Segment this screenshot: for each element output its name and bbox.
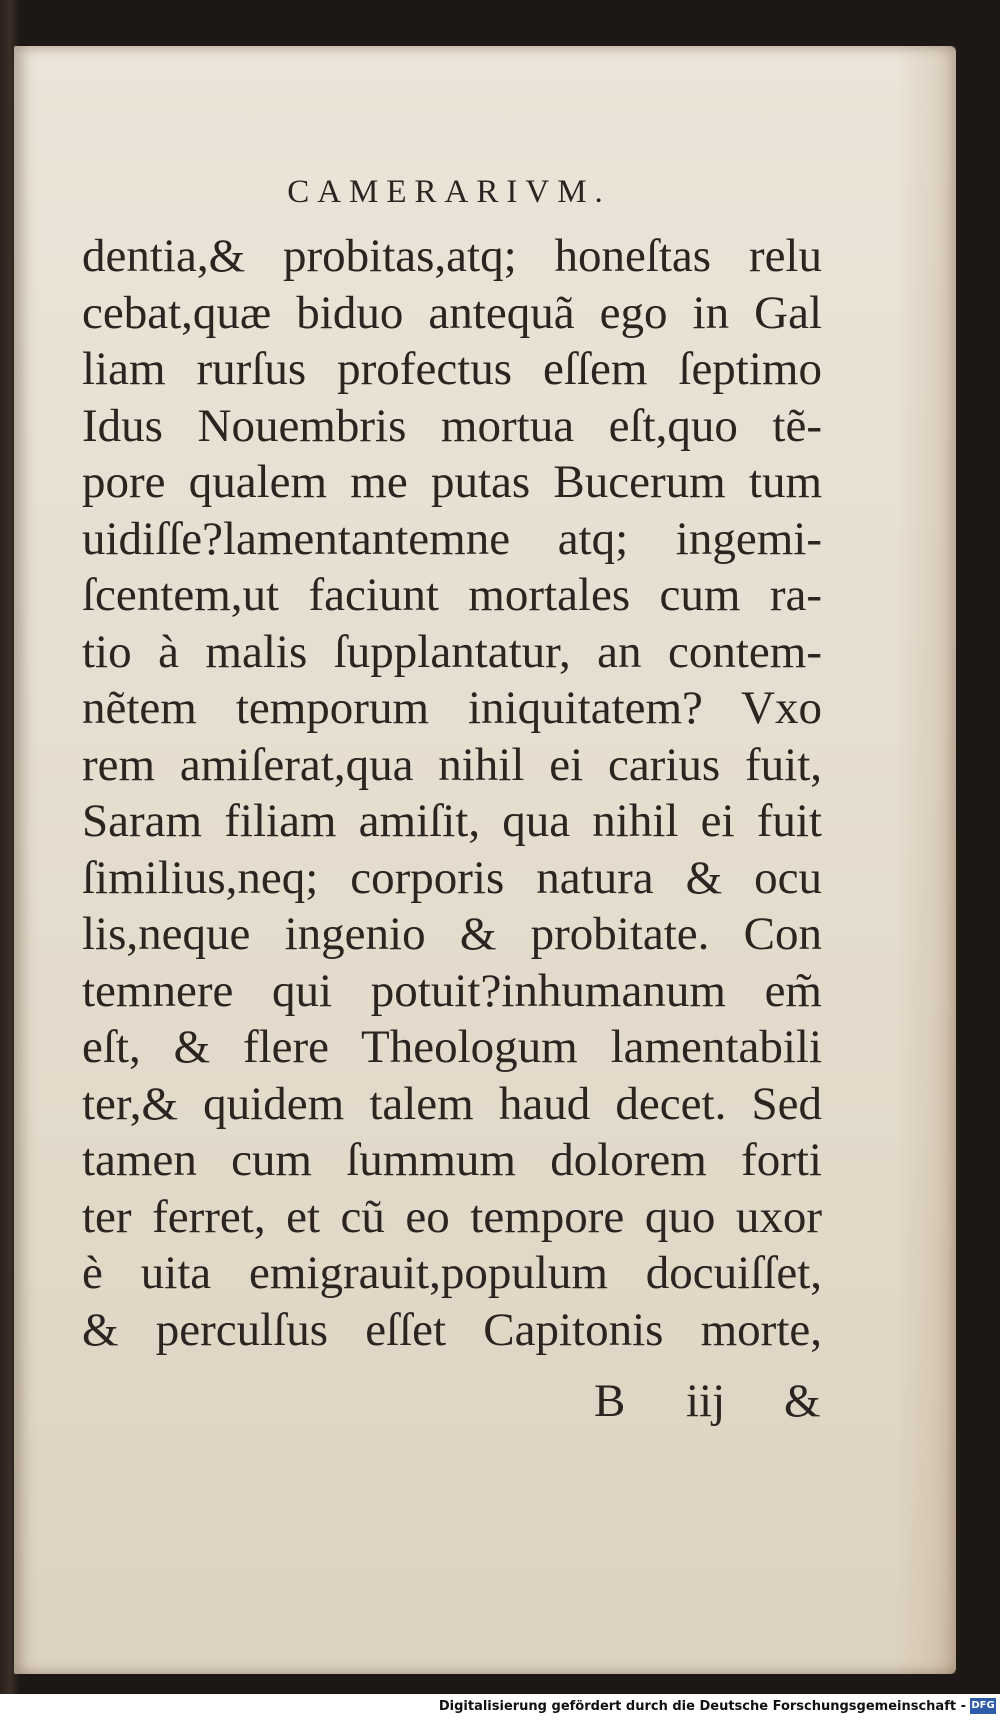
- text-line: ſcentem,ut faciunt mortales cum ra-: [82, 569, 822, 621]
- text-line: lis,neque ingenio & probitate. Con: [82, 908, 822, 960]
- text-line: Idus Nouembris mortua eſt,quo tẽ-: [82, 399, 822, 452]
- text-line: è uita emigrauit,populum docuiſſet,: [82, 1247, 822, 1299]
- text-line: ter,& quidem talem haud decet. Sed: [82, 1077, 822, 1130]
- text-line: liam rurſus profectus eſſem ſeptimo: [82, 343, 822, 395]
- text-line: rem amiſerat,qua nihil ei carius fuit,: [82, 738, 822, 791]
- book-page: [14, 46, 956, 1674]
- signature-mark: B: [594, 1375, 626, 1427]
- text-line: uidiſſe?lamentantemne atq; ingemi-: [82, 512, 822, 565]
- text-line: pore qualem me putas Bucerum tum: [82, 456, 822, 508]
- footer-credit: Digitalisierung gefördert durch die Deutsche Forschungsgemeinschaft -: [438, 1699, 966, 1714]
- text-line: & perculſus eſſet Capitonis morte,: [82, 1303, 822, 1356]
- body-text: [82, 228, 822, 1358]
- text-line: dentia,& probitas,atq; honeſtas relu: [82, 230, 822, 282]
- catchword: &: [784, 1375, 821, 1427]
- text-line: nẽtem temporum iniquitatem? Vxo: [82, 682, 822, 734]
- text-line: eſt, & flere Theologum lamentabili: [82, 1021, 822, 1073]
- text-line: ter ferret, et cũ eo tempore quo uxor: [82, 1190, 822, 1243]
- text-line: ſimilius,neq; corporis natura & ocu: [82, 851, 822, 904]
- text-line: temnere qui potuit?inhumanum em̃: [82, 964, 822, 1017]
- text-line: tamen cum ſummum dolorem forti: [82, 1134, 822, 1186]
- text-line: tio à malis ſupplantatur, an contem-: [82, 625, 822, 678]
- running-head: CAMERARIVM.: [287, 174, 611, 210]
- digitization-footer: [0, 1694, 1000, 1720]
- text-line: Saram filiam amiſit, qua nihil ei fuit: [82, 795, 822, 847]
- text-line: cebat,quæ biduo antequã ego in Gal: [82, 286, 822, 339]
- dfg-logo: DFG: [970, 1698, 996, 1714]
- signature-number: iij: [686, 1375, 726, 1427]
